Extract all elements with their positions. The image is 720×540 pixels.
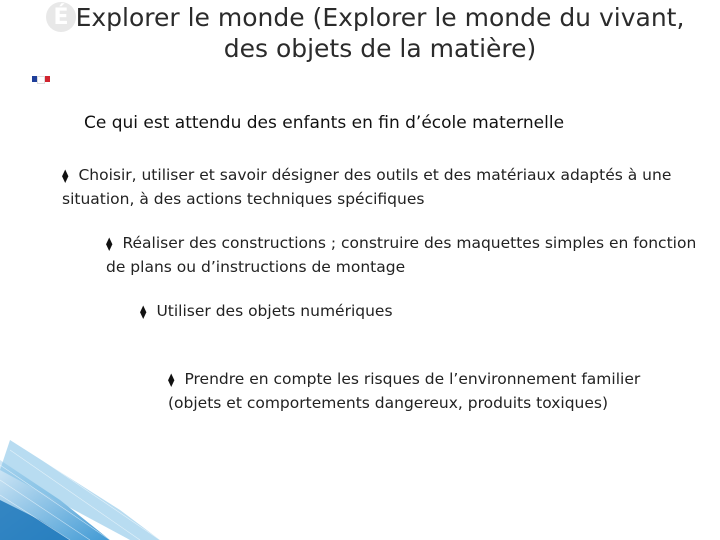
french-flag-icon (32, 76, 50, 82)
list-item-text: Prendre en compte les risques de l’environnement familier (objets et comportements dangereux, produits toxiques) (168, 370, 641, 412)
list-item (168, 368, 668, 414)
list-item (140, 300, 660, 324)
list-item-text: Réaliser des constructions ; construire des maquettes simples en fonction de plans ou d’instructions de montage (106, 234, 697, 276)
diamond-bullet-icon: ⧫ (168, 373, 175, 388)
slide-title: Explorer le monde (Explorer le monde du vivant, des objets de la matière) (75, 3, 685, 63)
list-item-text: Utiliser des objets numériques (156, 302, 393, 320)
slide-subtitle: Ce qui est attendu des enfants en fin d’école maternelle (84, 113, 565, 133)
decorative-corner-pattern (0, 440, 180, 540)
diamond-bullet-icon: ⧫ (62, 169, 69, 184)
list-item-text: Choisir, utiliser et savoir désigner des outils et des matériaux adaptés à une situation, à des actions techniques spécifiques (62, 166, 672, 208)
diamond-bullet-icon: ⧫ (140, 305, 147, 320)
list-item (62, 164, 712, 210)
academy-seal-icon: É (46, 2, 76, 32)
diamond-bullet-icon: ⧫ (106, 237, 113, 252)
list-item (106, 232, 706, 278)
